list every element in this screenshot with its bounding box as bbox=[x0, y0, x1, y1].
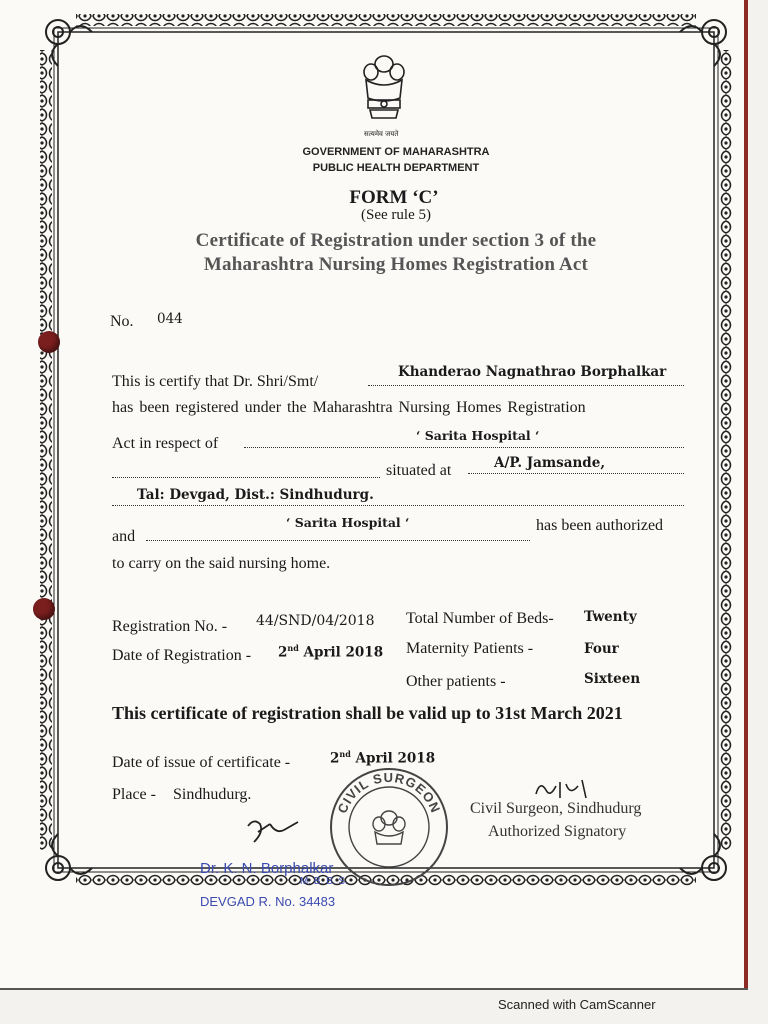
address-line-1-text: A/P. Jamsande, bbox=[494, 455, 606, 471]
stamp-doctor-name: Dr. K. N. Borphalkar bbox=[200, 860, 334, 877]
authorized-label: has been authorized bbox=[536, 517, 664, 534]
certificate-title-line2: Maharashtra Nursing Homes Registration Act bbox=[203, 254, 589, 275]
and-label: and bbox=[112, 528, 136, 545]
hospital-name: ‘ Sarita Hospital ‘ bbox=[416, 428, 540, 443]
hospital-name-line bbox=[244, 447, 684, 448]
certificate-number: 044 bbox=[157, 311, 183, 327]
state-emblem-icon bbox=[360, 50, 408, 130]
hospital-name-2-line bbox=[146, 540, 530, 541]
svg-text:CIVIL SURGEON bbox=[335, 770, 444, 815]
form-title: FORM ‘C’ bbox=[349, 187, 439, 208]
other-patients-label: Other patients - bbox=[406, 673, 506, 690]
address-line-2 bbox=[112, 505, 684, 506]
act-label: Act in respect of bbox=[112, 435, 219, 452]
punch-hole-top bbox=[38, 331, 60, 353]
department-heading: PUBLIC HEALTH DEPARTMENT bbox=[312, 162, 480, 174]
signatory-title: Civil Surgeon, Sindhudurg bbox=[470, 800, 642, 817]
certificate-title-line1: Certificate of Registration under section 3 of the bbox=[195, 230, 597, 251]
hospital-extension-line bbox=[112, 477, 380, 478]
address-line-1 bbox=[468, 473, 684, 474]
registration-no: 44/SND/04/2018 bbox=[256, 613, 375, 629]
paper-bottom-edge bbox=[0, 988, 748, 990]
other-patients-value: Sixteen bbox=[584, 671, 641, 687]
registration-date-day: 2 bbox=[278, 644, 288, 661]
scanner-footer: Scanned with CamScanner bbox=[498, 997, 656, 1012]
carry-line: to carry on the said nursing home. bbox=[112, 555, 331, 572]
punch-hole-bottom bbox=[33, 598, 55, 620]
government-heading: GOVERNMENT OF MAHARASHTRA bbox=[302, 146, 490, 158]
issue-date-label: Date of issue of certificate - bbox=[112, 754, 291, 771]
seal-text: CIVIL SURGEON bbox=[334, 769, 444, 816]
registration-date-rest: April 2018 bbox=[303, 644, 384, 661]
certify-label: This is certify that Dr. Shri/Smt/ bbox=[112, 373, 319, 390]
emblem-motto: सत्यमेव जयते bbox=[364, 130, 399, 138]
civil-surgeon-seal bbox=[328, 766, 450, 888]
beds-value: Twenty bbox=[584, 609, 637, 625]
doctor-name: Khanderao Nagnathrao Borphalkar bbox=[398, 364, 667, 380]
maternity-value: Four bbox=[584, 641, 619, 657]
paper-edge bbox=[744, 0, 748, 990]
maternity-label: Maternity Patients - bbox=[406, 640, 534, 657]
hospital-name-2: ‘ Sarita Hospital ‘ bbox=[286, 515, 410, 530]
issue-date-suffix: nd bbox=[339, 749, 351, 759]
form-rule: (See rule 5) bbox=[361, 207, 431, 223]
stamp-registration: DEVGAD R. No. 34483 bbox=[200, 894, 336, 909]
place-label: Place - bbox=[112, 786, 156, 803]
situated-label: situated at bbox=[386, 462, 452, 479]
address-line-2-text: Tal: Devgad, Dist.: Sindhudurg. bbox=[137, 487, 374, 503]
doctor-signature bbox=[240, 812, 310, 852]
number-label: No. bbox=[110, 313, 134, 330]
registration-date bbox=[278, 643, 383, 661]
validity-statement: This certificate of registration shall be valid up to 31st March 2021 bbox=[112, 703, 623, 723]
doctor-name-line bbox=[368, 385, 684, 386]
registered-line: has been registered under the Maharashtra Nursing Homes Registration bbox=[112, 399, 586, 416]
issue-date-rest: April 2018 bbox=[355, 750, 436, 767]
registration-date-suffix: nd bbox=[287, 643, 299, 653]
place-value: Sindhudurg. bbox=[173, 786, 252, 803]
stamp-degree: M. B. B. S. bbox=[300, 876, 348, 887]
registration-no-label: Registration No. - bbox=[112, 618, 228, 635]
issue-date bbox=[330, 749, 435, 767]
beds-label: Total Number of Beds- bbox=[406, 610, 554, 627]
issue-date-day: 2 bbox=[330, 750, 340, 767]
signatory-role: Authorized Signatory bbox=[488, 823, 627, 840]
date-registration-label: Date of Registration - bbox=[112, 647, 252, 664]
